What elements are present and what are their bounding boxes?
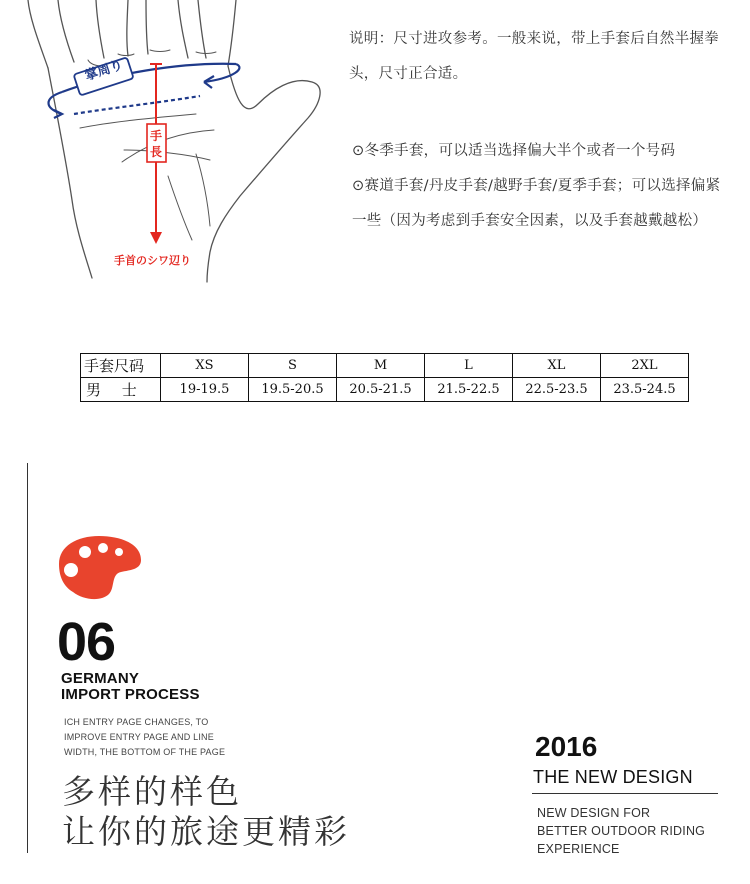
design-subtitle	[537, 804, 705, 858]
slogan-line2: 让你的旅途更精彩	[62, 812, 350, 851]
section-number: 06	[57, 612, 116, 672]
palette-icon	[55, 534, 145, 606]
hand-outline-icon	[0, 0, 340, 290]
horizontal-divider	[532, 793, 718, 794]
palm-band	[49, 64, 240, 118]
slogan	[62, 772, 350, 852]
import-sub-line1: ICH ENTRY PAGE CHANGES, TO	[64, 717, 209, 727]
size-header-label: 手套尺码	[81, 354, 161, 378]
palm-label: 掌周り	[83, 57, 125, 85]
vertical-divider	[27, 463, 28, 853]
design-sub-line1: NEW DESIGN FOR	[537, 806, 651, 820]
length-label-top: 手	[150, 129, 163, 143]
size-value-row	[81, 378, 689, 402]
size-tips	[352, 134, 724, 239]
tip-racing: ⊙赛道手套/丹皮手套/越野手套/夏季手套；可以选择偏紧一些（因为考虑到手套安全因素，以及手套越戴越松）	[352, 178, 721, 229]
design-title: THE NEW DESIGN	[533, 767, 693, 787]
size-m: M	[337, 354, 425, 378]
size-l: L	[425, 354, 513, 378]
value-s: 19.5-20.5	[249, 378, 337, 402]
value-xs: 19-19.5	[161, 378, 249, 402]
size-description: 说明：尺寸进攻参考。一般来说，带上手套后自然半握拳头，尺寸正合适。	[349, 31, 719, 82]
import-title	[61, 671, 200, 703]
length-label-bottom: 長	[150, 145, 163, 159]
value-l: 21.5-22.5	[425, 378, 513, 402]
import-title-line1: GERMANY	[61, 670, 140, 687]
import-sub-line2: IMPROVE ENTRY PAGE AND LINE	[64, 732, 214, 742]
size-xs: XS	[161, 354, 249, 378]
design-sub-line3: EXPERIENCE	[537, 842, 620, 856]
size-row-label: 男 士	[81, 378, 161, 402]
value-2xl: 23.5-24.5	[601, 378, 689, 402]
size-s: S	[249, 354, 337, 378]
hand-measure-illustration	[0, 0, 340, 290]
size-2xl: 2XL	[601, 354, 689, 378]
tip-winter: ⊙冬季手套，可以适当选择偏大半个或者一个号码	[352, 143, 676, 159]
size-xl: XL	[513, 354, 601, 378]
slogan-line1: 多样的样色	[62, 772, 242, 811]
size-header-row	[81, 354, 689, 378]
import-sub-line3: WIDTH, THE BOTTOM OF THE PAGE	[64, 747, 226, 757]
value-xl: 22.5-23.5	[513, 378, 601, 402]
import-title-line2: IMPORT PROCESS	[61, 686, 200, 703]
size-table	[80, 353, 689, 402]
design-sub-line2: BETTER OUTDOOR RIDING	[537, 824, 706, 838]
value-m: 20.5-21.5	[337, 378, 425, 402]
import-subtitle	[64, 715, 225, 760]
year: 2016	[535, 731, 598, 762]
wrist-label: 手首のシワ辺り	[114, 254, 191, 267]
